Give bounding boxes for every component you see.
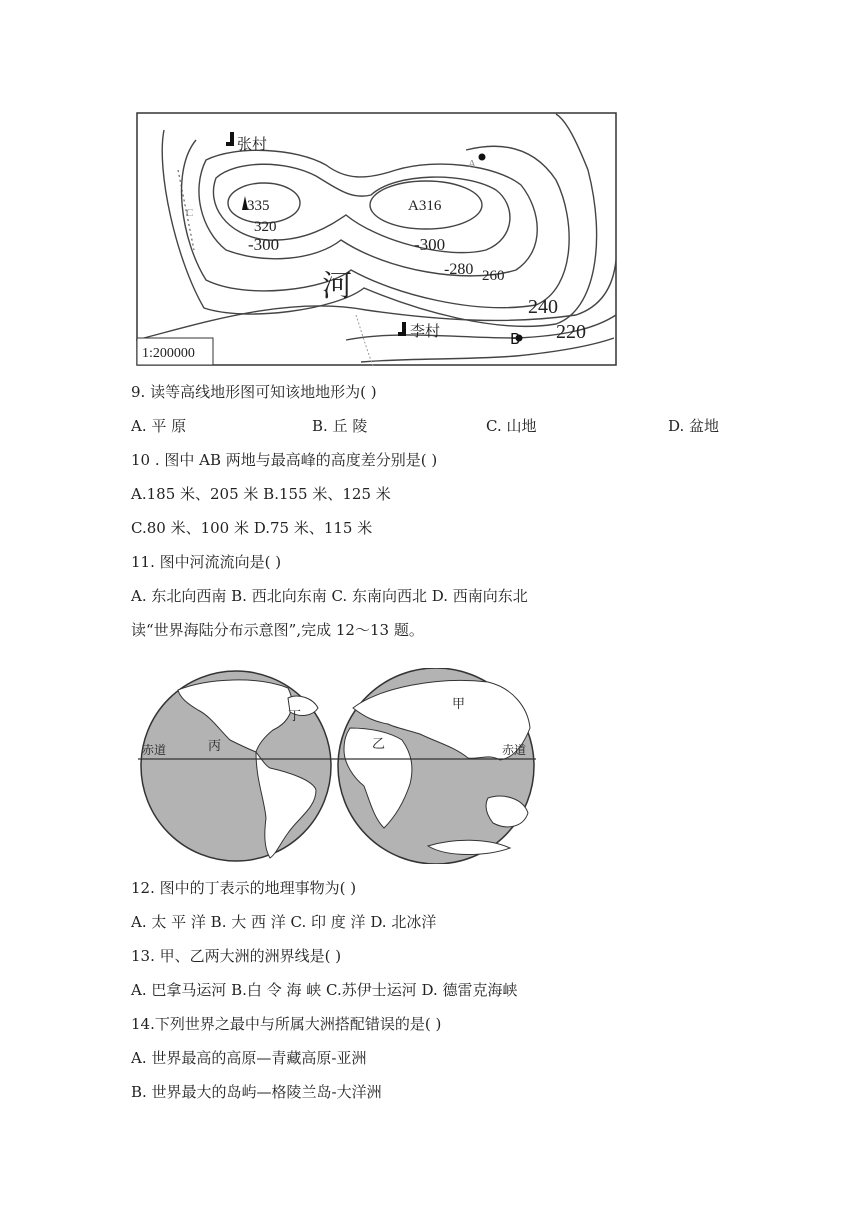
q14-option-a: A. 世界最高的高原—青藏高原-亚洲 — [131, 1049, 367, 1067]
li-village-label: 李村 — [410, 324, 441, 340]
equator-left-label: 赤道 — [142, 743, 167, 757]
contour-map-svg — [136, 110, 618, 368]
contour-260-label: 260 — [482, 268, 505, 284]
cliff-c-label: C — [186, 207, 194, 219]
contour-300-right-label: -300 — [414, 235, 446, 254]
q9-stem: 9. 读等高线地形图可知该地地形为( ) — [131, 383, 377, 401]
point-a-dot — [479, 154, 486, 161]
contour-240-label: 240 — [528, 296, 558, 318]
point-b-label: B — [510, 330, 521, 348]
continent-yi-label: 乙 — [372, 736, 386, 751]
contour-220-label: 220 — [556, 321, 586, 343]
q11-options: A. 东北向西南 B. 西北向东南 C. 东南向西北 D. 西南向东北 — [131, 587, 528, 605]
q10-stem: 10 . 图中 AB 两地与最高峰的高度差分别是( ) — [131, 451, 438, 469]
world-map-figure — [138, 668, 536, 864]
q9-option-b: B. 丘 陵 — [312, 417, 368, 435]
q13-stem: 13. 甲、乙两大洲的洲界线是( ) — [131, 947, 342, 965]
zhang-village-label: 张村 — [237, 137, 268, 153]
q9-option-a: A. 平 原 — [131, 417, 187, 435]
contour-300-left-label: -300 — [248, 235, 280, 254]
river-label: 河 — [322, 270, 352, 303]
q9-option-c: C. 山地 — [486, 417, 537, 435]
q13-options: A. 巴拿马运河 B.白 令 海 峡 C.苏伊士运河 D. 德雷克海峡 — [131, 981, 518, 999]
equator-right-label: 赤道 — [502, 743, 527, 757]
contour-280-label: -280 — [444, 261, 474, 278]
contour-map-figure — [136, 110, 618, 368]
q14-stem: 14.下列世界之最中与所属大洲搭配错误的是( ) — [131, 1015, 442, 1033]
scale-label: 1:200000 — [142, 346, 195, 361]
peak-a316-label: A316 — [408, 198, 442, 214]
q14-option-b: B. 世界最大的岛屿—格陵兰岛-大洋洲 — [131, 1083, 382, 1101]
world-map-svg — [138, 668, 536, 864]
q9-option-d: D. 盆地 — [668, 417, 720, 435]
intro-12-13: 读“世界海陆分布示意图”,完成 12～13 题。 — [131, 621, 424, 639]
contour-320-label: 320 — [254, 219, 277, 235]
q11-stem: 11. 图中河流流向是( ) — [131, 553, 282, 571]
peak-335-label: 335 — [247, 198, 270, 214]
q12-options: A. 太 平 洋 B. 大 西 洋 C. 印 度 洋 D. 北冰洋 — [131, 913, 437, 931]
point-a-small-label: A — [468, 158, 476, 170]
q10-options-line2: C.80 米、100 米 D.75 米、115 米 — [131, 519, 373, 537]
ocean-ding-label: 丁 — [288, 708, 302, 723]
ocean-bing-label: 丙 — [208, 738, 222, 753]
q12-stem: 12. 图中的丁表示的地理事物为( ) — [131, 879, 357, 897]
q10-options-line1: A.185 米、205 米 B.155 米、125 米 — [131, 485, 391, 503]
continent-jia-label: 甲 — [452, 696, 466, 711]
